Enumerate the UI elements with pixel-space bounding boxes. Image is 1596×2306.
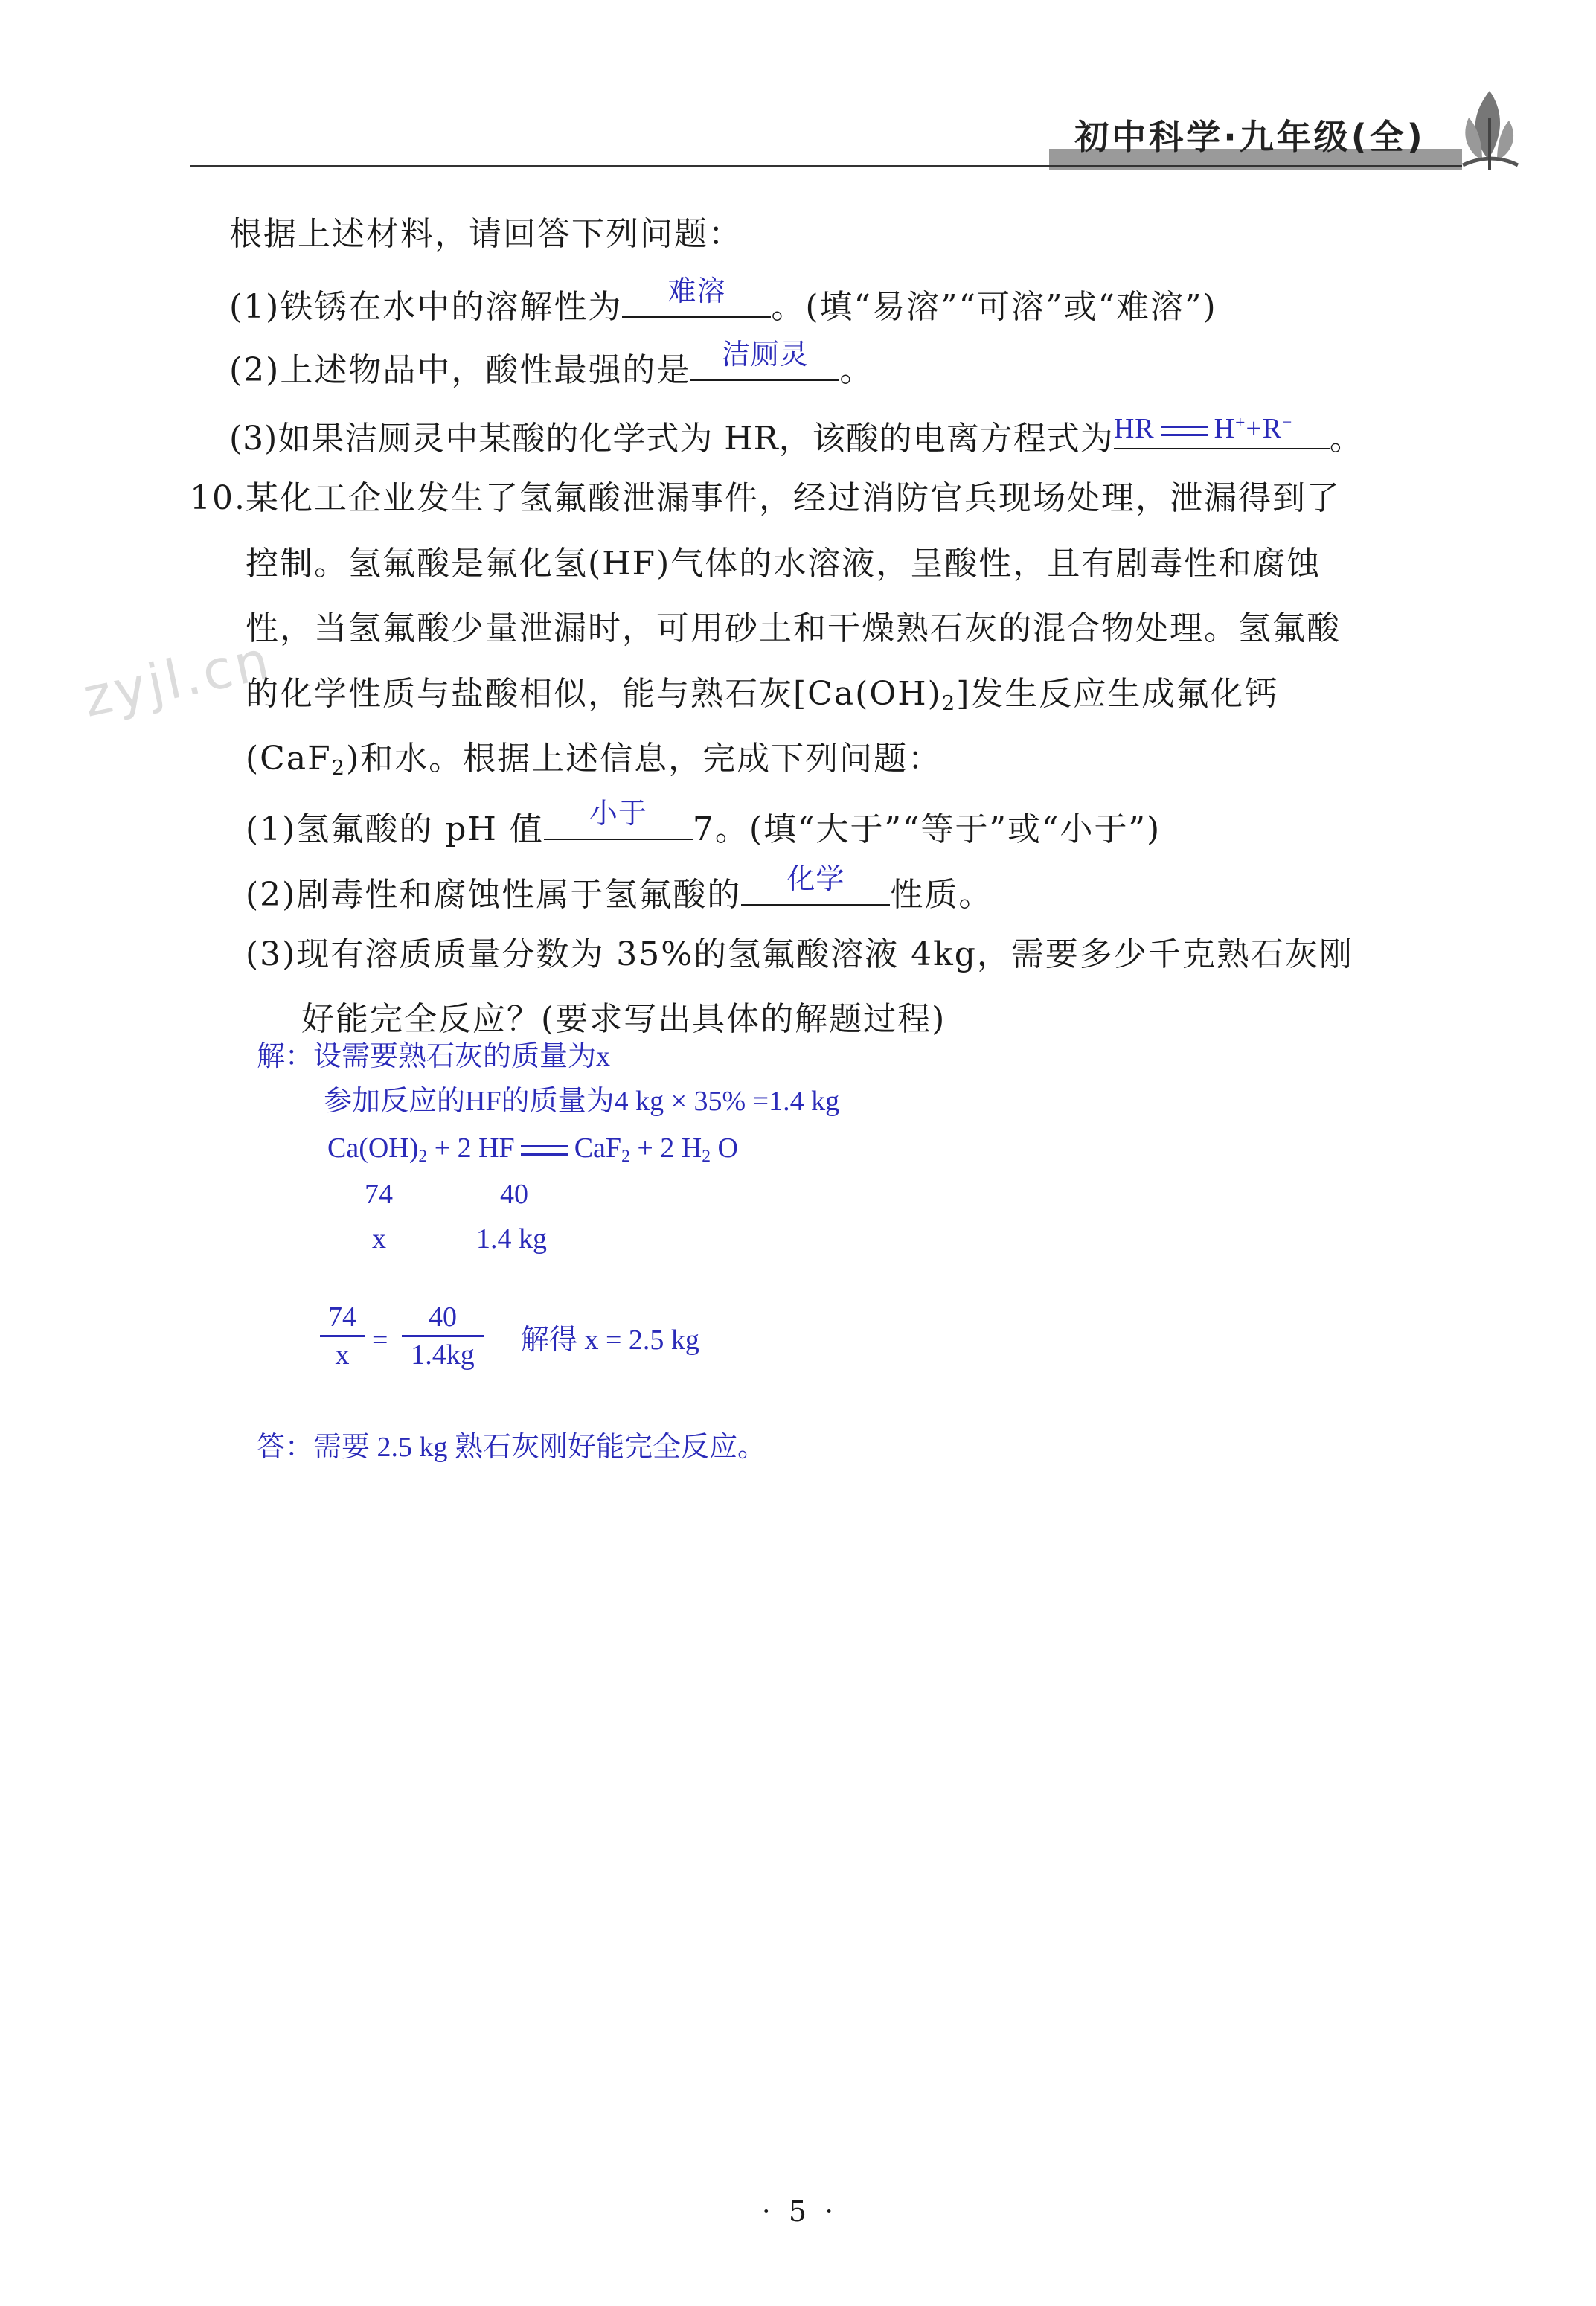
q10-part3-line1: (3)现有溶质质量分数为 35%的氢氟酸溶液 4kg，需要多少千克熟石灰刚 [246, 935, 1353, 973]
solution-hf-mass: 1.4 kg [476, 1223, 547, 1255]
solution-line2: 参加反应的HF的质量为4 kg × 35% =1.4 kg [324, 1086, 840, 1117]
watermark: zyjl.cn [77, 628, 278, 729]
q9-p2-blank [690, 338, 839, 381]
q9-p3-after: 。 [1329, 420, 1363, 458]
solution-unknown-x: x [372, 1223, 386, 1255]
header-rule [190, 165, 1462, 167]
q9-p3-before: (3)如果洁厕灵中某酸的化学式为 HR，该酸的电离方程式为 [229, 420, 1114, 458]
q10-number: 10. [190, 479, 246, 517]
header-title: 初中科学·九年级(全) [1074, 117, 1426, 157]
q10-line4: 的化学性质与盐酸相似，能与熟石灰$[Ca(OH)_2]$发生反应生成氟化钙 [246, 675, 1279, 715]
solution-result: 解得 x = 2.5 kg [521, 1325, 699, 1356]
solution-fraction-left: $\frac{74}{x}$ [320, 1301, 365, 1371]
equals-sign-icon [521, 1145, 568, 1156]
q9-p1-blank [622, 275, 771, 318]
q10-line2: 控制。氢氟酸是氟化氢(HF)气体的水溶液，呈酸性，且有剧毒性和腐蚀 [246, 545, 1321, 583]
q10-part3-line2: 好能完全反应？(要求写出具体的解题过程) [301, 1000, 946, 1038]
solution-fraction-equals: = [372, 1325, 388, 1356]
solution-fraction-right: $\frac{40}{1.4kg}$ [402, 1301, 484, 1371]
q9-p2-answer: 洁厕灵 [721, 338, 809, 371]
q10-p2-blank [741, 862, 890, 906]
q10-p2-before: (2)剧毒性和腐蚀性属于氢氟酸的 [246, 876, 742, 914]
q10-p1-before: (1)氢氟酸的 pH 值 [246, 810, 544, 848]
q10-line5: (CaF$_2$)和水。根据上述信息，完成下列问题： [246, 740, 943, 780]
q9-p2-after: 。 [839, 351, 874, 389]
solution-answer: 答：需要 2.5 kg 熟石灰刚好能完全反应。 [257, 1432, 766, 1463]
q10-part2 [246, 862, 993, 917]
solution-equation: $Ca(OH)_2 + 2$ HF CaF$_2$ + 2 $H_2$ O [327, 1133, 738, 1166]
solution-molar-mass-caoh2: 74 [365, 1179, 393, 1210]
q9-part2 [229, 338, 874, 393]
q10-line3: 性，当氢氟酸少量泄漏时，可用砂土和干燥熟石灰的混合物处理。氢氟酸 [246, 609, 1341, 647]
q9-p3-answer: HR H++R− [1113, 412, 1293, 444]
solution-line1: 解：设需要熟石灰的质量为x [257, 1041, 611, 1072]
q9-part3 [229, 411, 1363, 461]
intro-text: 根据上述材料，请回答下列问题： [229, 215, 743, 253]
q9-p2-before: (2)上述物品中，酸性最强的是 [229, 351, 691, 389]
q9-part1 [229, 275, 1217, 330]
q10-p1-after: 7。(填“大于”“等于”或“小于”) [692, 810, 1161, 848]
page-number: · 5 · [761, 2195, 839, 2228]
q10-p1-blank [544, 797, 693, 840]
q10-part1 [246, 797, 1161, 852]
q10-p2-answer: 化学 [786, 862, 845, 895]
q9-p1-answer: 难溶 [667, 275, 726, 307]
q10-line1: 某化工企业发生了氢氟酸泄漏事件，经过消防官兵现场处理，泄漏得到了 [246, 479, 1341, 517]
equals-sign-icon [1161, 426, 1208, 436]
q9-p1-after: 。(填“易溶”“可溶”或“难溶”) [771, 288, 1217, 326]
q10-p1-answer: 小于 [589, 797, 647, 830]
q9-p1-before: (1)铁锈在水中的溶解性为 [229, 288, 623, 326]
leaf-logo-icon [1460, 88, 1519, 176]
q9-p3-blank [1114, 411, 1330, 449]
solution-molar-mass-hf: 40 [500, 1179, 528, 1210]
q10-p2-after: 性质。 [890, 876, 993, 914]
